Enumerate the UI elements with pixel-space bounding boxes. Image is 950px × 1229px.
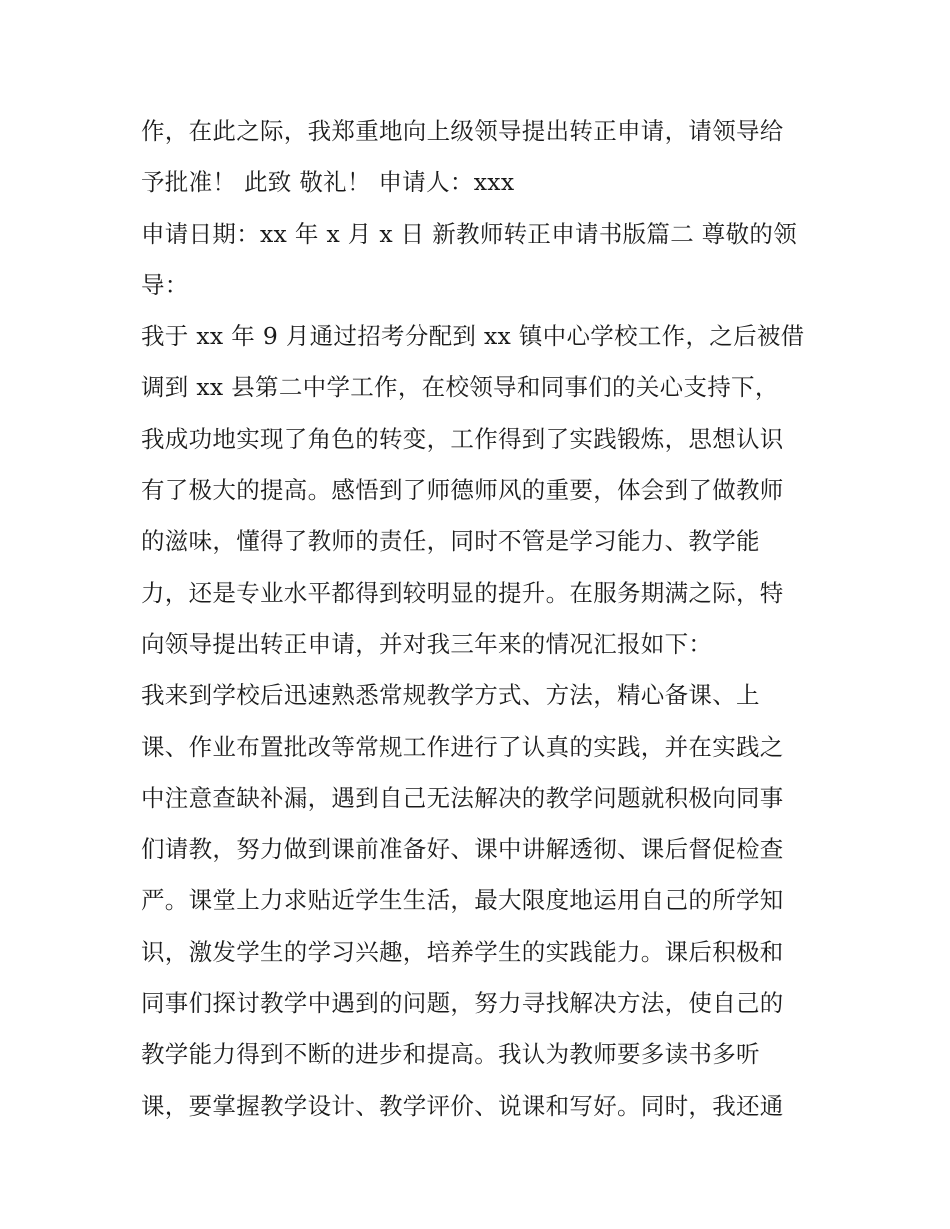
- document-body: [141, 106, 821, 1132]
- text-line: 申请日期：xx 年 x 月 x 日 新教师转正申请书版篇二 尊敬的领: [141, 219, 798, 248]
- text-line: 作，在此之际，我郑重地向上级领导提出转正申请，请领导给: [141, 117, 784, 145]
- text-line: 严。课堂上力求贴近学生生活，最大限度地运用自己的所学知: [141, 886, 784, 915]
- text-line: 调到 xx 县第二中学工作，在校领导和同事们的关心支持下，: [141, 373, 779, 402]
- text-line: 向领导提出转正申请，并对我三年来的情况汇报如下：: [141, 629, 713, 658]
- text-line: 们请教，努力做到课前准备好、课中讲解透彻、课后督促检查: [141, 835, 784, 864]
- text-line: 课、作业布置批改等常规工作进行了认真的实践，并在实践之: [141, 732, 784, 761]
- text-line: 予批准！ 此致 敬礼！ 申请人：xxx: [141, 168, 515, 197]
- text-line: 我来到学校后迅速熟悉常规教学方式、方法，精心备课、上: [141, 681, 760, 710]
- text-line: 导：: [141, 270, 189, 299]
- text-line: 我成功地实现了角色的转变，工作得到了实践锻炼，思想认识: [141, 424, 784, 453]
- text-line: 中注意查缺补漏，遇到自己无法解决的教学问题就积极向同事: [141, 783, 784, 812]
- text-line: 同事们探讨教学中遇到的问题，努力寻找解决方法，使自己的: [141, 989, 784, 1018]
- text-line: 我于 xx 年 9 月通过招考分配到 xx 镇中心学校工作，之后被借: [141, 322, 805, 351]
- text-line: 识，激发学生的学习兴趣，培养学生的实践能力。课后积极和: [141, 937, 784, 966]
- text-line: 课，要掌握教学设计、教学评价、说课和写好。同时，我还通: [141, 1091, 784, 1120]
- text-line: 有了极大的提高。感悟到了师德师风的重要，体会到了做教师: [141, 476, 784, 505]
- text-line: 的滋味，懂得了教师的责任，同时不管是学习能力、教学能: [141, 527, 760, 556]
- text-line: 力，还是专业水平都得到较明显的提升。在服务期满之际，特: [141, 578, 784, 607]
- text-line: 教学能力得到不断的进步和提高。我认为教师要多读书多听: [141, 1040, 760, 1069]
